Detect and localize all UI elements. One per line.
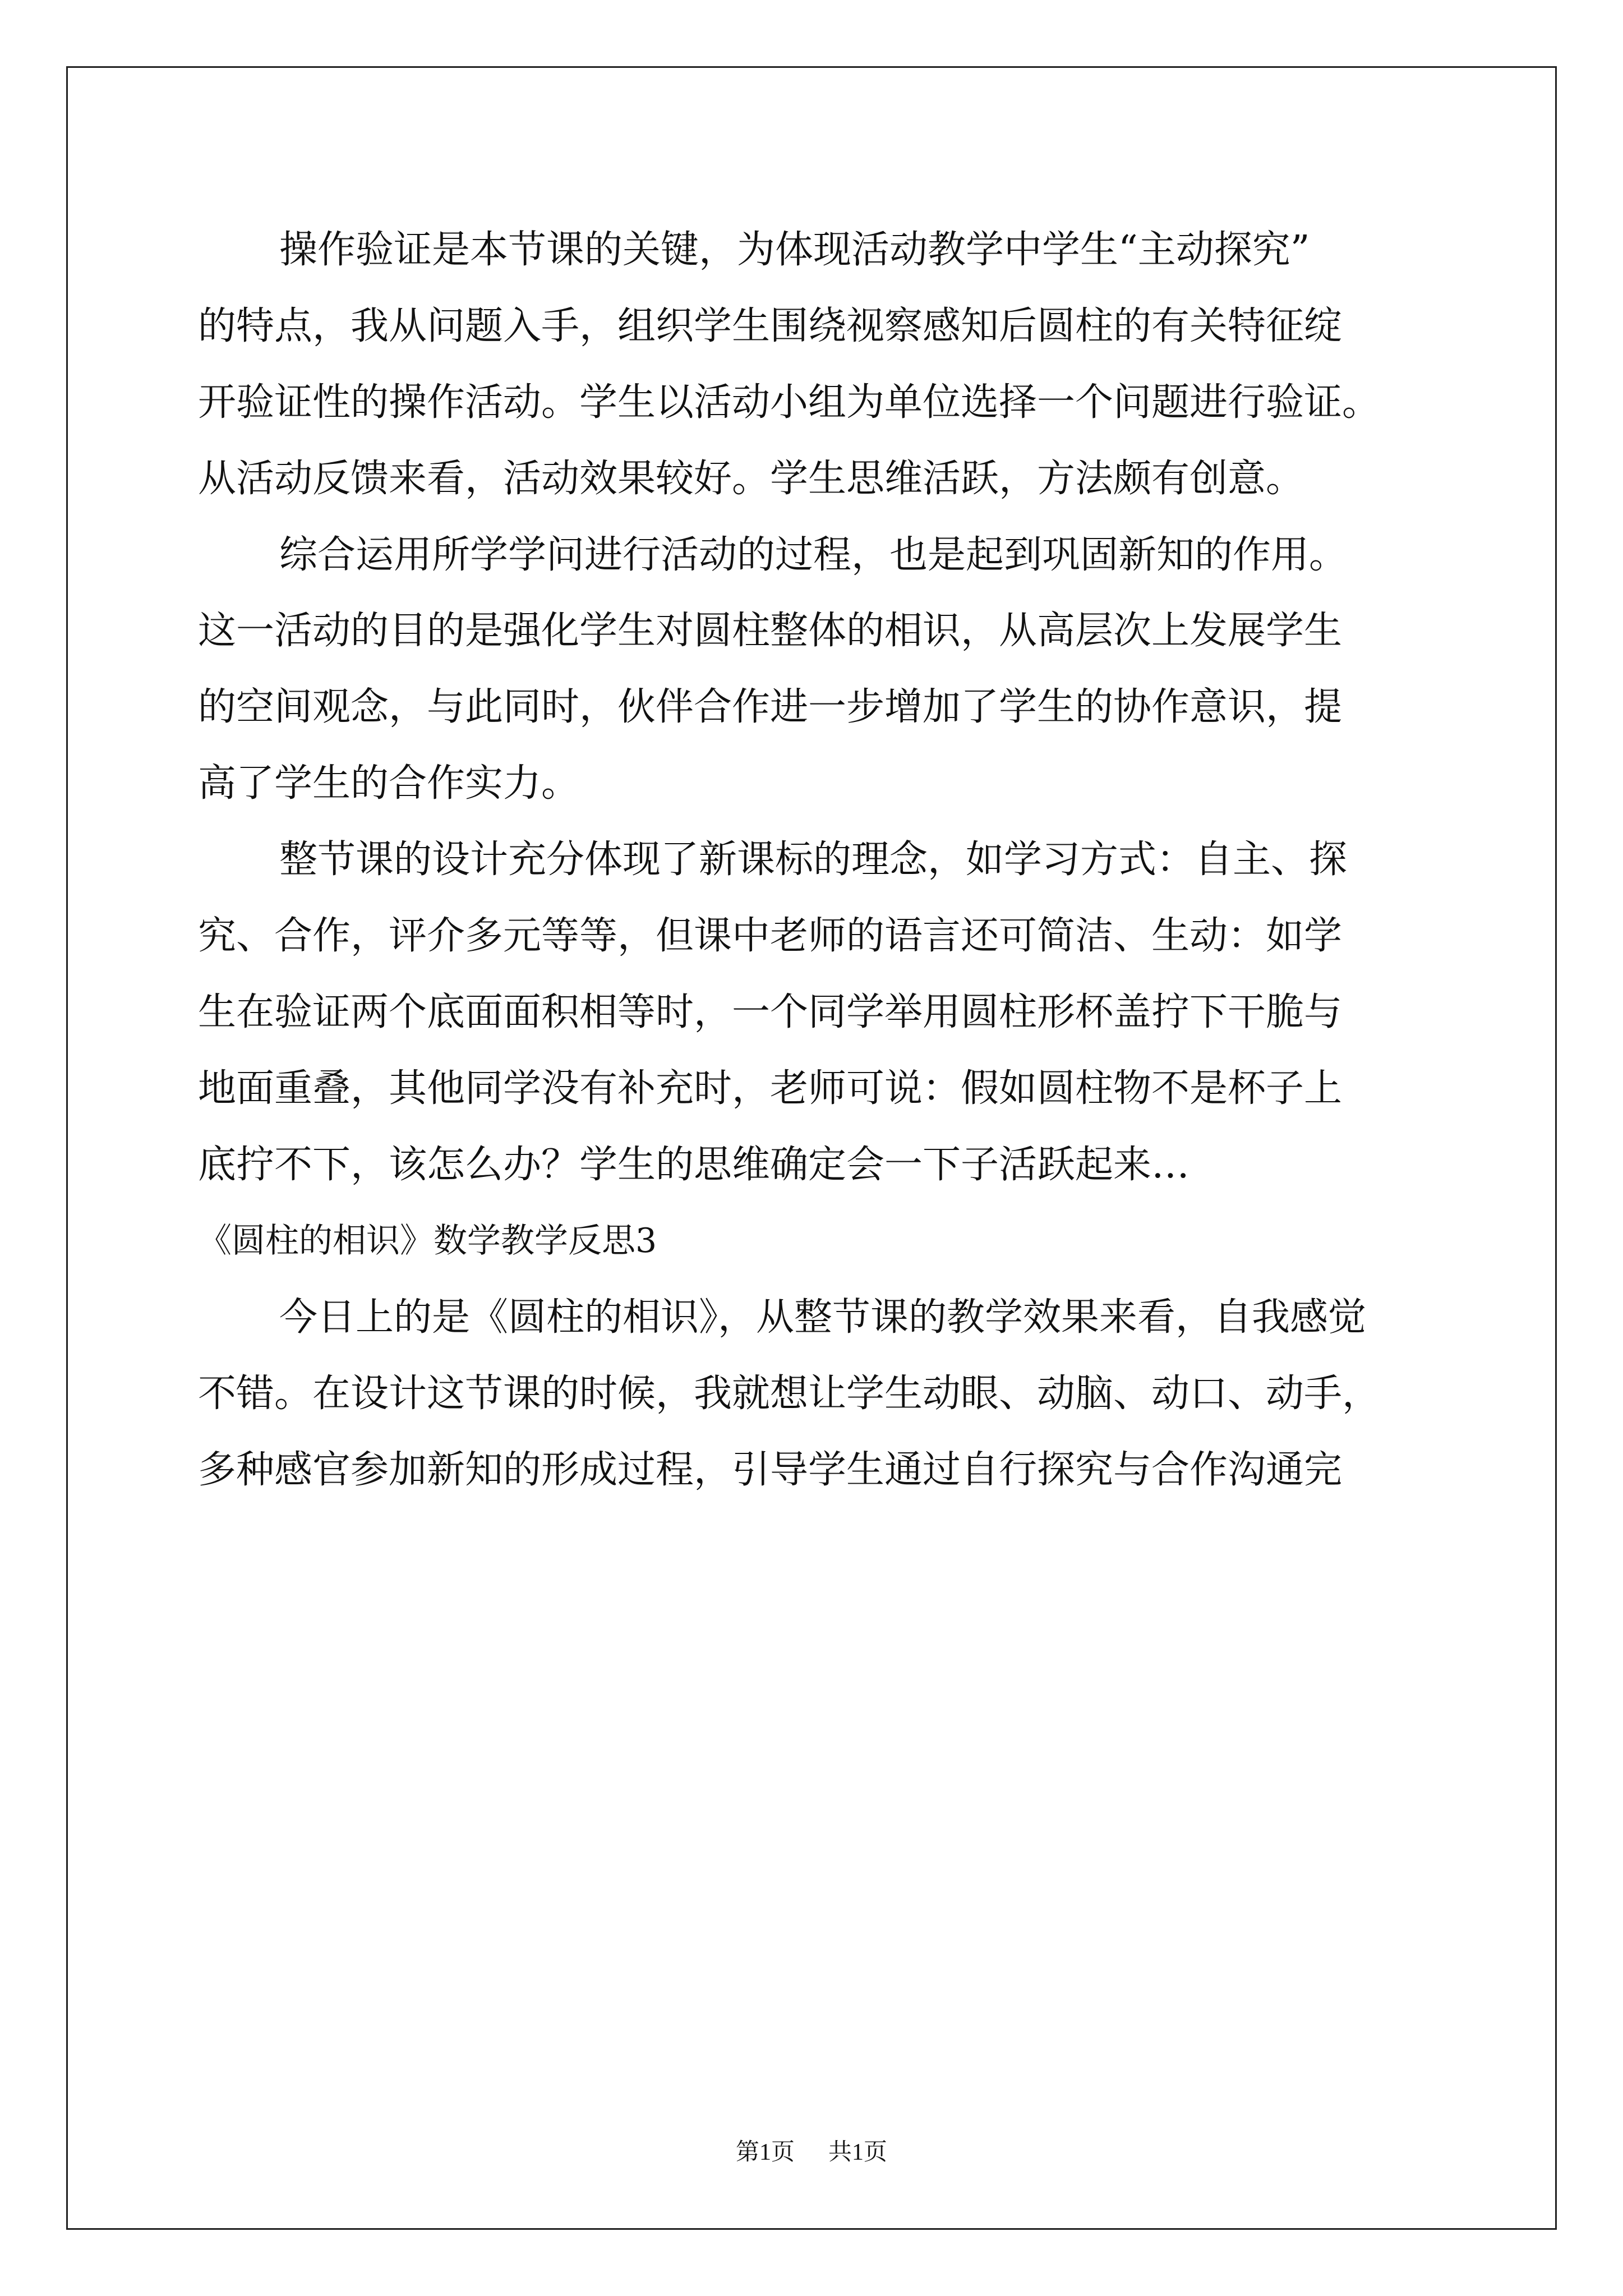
text-line: 生在验证两个底面面积相等时，一个同学举用圆柱形杯盖拧下干脆与 <box>198 990 1343 1034</box>
text-line: 多种感官参加新知的形成过程，引导学生通过自行探究与合作沟通完 <box>198 1448 1343 1492</box>
text-line: 今日上的是《圆柱的相识》，从整节课的教学效果来看，自我感觉 <box>279 1295 1367 1340</box>
section-heading: 《圆柱的相识》数学教学反思3 <box>198 1221 657 1260</box>
page-number: 第1页 <box>735 2139 795 2165</box>
text-line: 这一活动的目的是强化学生对圆柱整体的相识，从高层次上发展学生 <box>198 609 1343 653</box>
text-line: 综合运用所学学问进行活动的过程，也是起到巩固新知的作用。 <box>279 533 1348 577</box>
text-line: 开验证性的操作活动。学生以活动小组为单位选择一个问题进行验证。 <box>198 380 1381 425</box>
text-line: 底拧不下，该怎么办？学生的思维确定会一下子活跃起来… <box>198 1143 1190 1187</box>
text-line: 的特点，我从问题入手，组织学生围绕视察感知后圆柱的有关特征绽 <box>198 304 1343 348</box>
page-total: 共1页 <box>828 2139 888 2165</box>
text-line: 整节课的设计充分体现了新课标的理念，如学习方式：自主、探 <box>279 838 1348 882</box>
text-line: 从活动反馈来看，活动效果较好。学生思维活跃，方法颇有创意。 <box>198 457 1304 501</box>
text-line: 究、合作，评介多元等等，但课中老师的语言还可简洁、生动：如学 <box>198 914 1343 958</box>
text-line: 操作验证是本节课的关键，为体现活动教学中学生“主动探究” <box>279 228 1310 272</box>
text-line: 不错。在设计这节课的时候，我就想让学生动眼、动脑、动口、动手， <box>198 1372 1381 1416</box>
text-line: 的空间观念，与此同时，伙伴合作进一步增加了学生的协作意识，提 <box>198 685 1343 729</box>
text-line: 高了学生的合作实力。 <box>198 761 580 806</box>
text-line: 地面重叠，其他同学没有补充时，老师可说：假如圆柱物不是杯子上 <box>198 1066 1343 1111</box>
page-footer <box>0 2133 1623 2167</box>
